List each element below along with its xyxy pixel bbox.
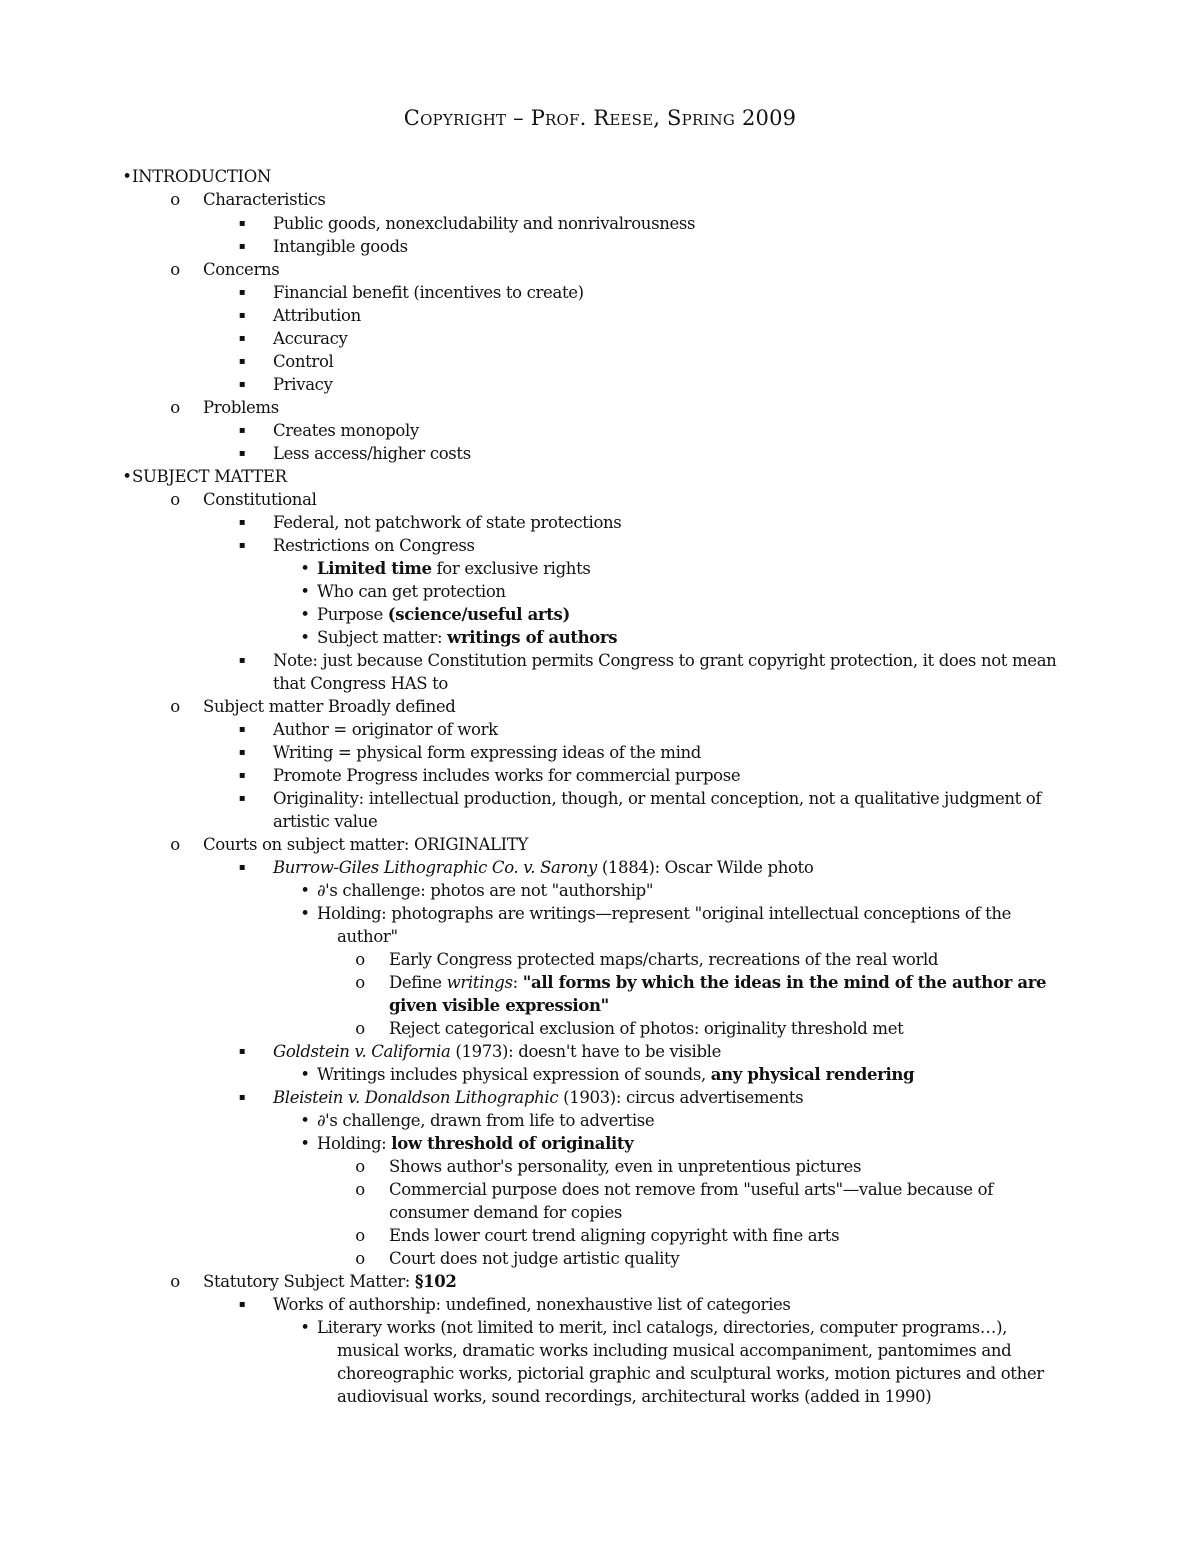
line-text: Reject categorical exclusion of photos: originality threshold met [389,1019,904,1038]
outline-item-level-4 [355,1247,680,1270]
bullet-marker: ▪ [238,425,246,436]
bullet-marker: ▪ [238,218,246,229]
line-text: (1884): Oscar Wilde photo [596,858,814,877]
bullet-marker: • [300,559,310,578]
outline-item-level-2 [238,1086,804,1109]
bullet-marker: ▪ [238,356,246,367]
bullet-marker: o [170,697,180,716]
bullet-marker: ▪ [238,540,246,551]
line-text: Commercial purpose does not remove from "useful arts"—value because of [389,1180,993,1199]
line-text: Writing = physical form expressing ideas of the mind [273,743,702,762]
line-text: Control [273,352,334,371]
outline-item-level-2 [238,741,702,764]
outline-item-level-2 [238,304,361,327]
bullet-marker: o [355,973,365,992]
line-text: Less access/higher costs [273,444,471,463]
bullet-marker: ▪ [238,724,246,735]
bullet-marker: o [170,1272,180,1291]
bullet-marker: o [355,1226,365,1245]
outline-item-level-2 [238,1040,722,1063]
outline-line-continuation [273,810,377,833]
line-text: Restrictions on Congress [273,536,475,555]
line-text: Courts on subject matter: ORIGINALITY [203,835,529,854]
outline-item-level-4 [355,1178,993,1201]
case-name-text: Bleistein v. Donaldson Lithographic [273,1088,559,1107]
outline-item-level-2 [238,649,1057,672]
bullet-marker: o [355,1019,365,1038]
line-text: Privacy [273,375,333,394]
bullet-marker: • [300,1134,310,1153]
line-text: Federal, not patchwork of state protections [273,513,622,532]
line-text: Holding: photographs are writings—represent "original intellectual conceptions of the [317,904,1012,923]
outline-item-level-3 [300,1316,1008,1339]
bullet-marker: o [170,260,180,279]
outline-item-level-4 [355,971,1047,994]
emphasis-text: writings of authors [447,628,618,647]
outline-item-level-2 [238,212,696,235]
line-text: Concerns [203,260,280,279]
bullet-marker: ▪ [238,655,246,666]
emphasis-text: Limited time [317,559,432,578]
outline-line-continuation [337,925,398,948]
outline-item-level-2 [238,764,741,787]
outline-item-level-3 [300,626,618,649]
outline-line-continuation [337,1339,1011,1362]
line-text: Accuracy [273,329,348,348]
line-text: Public goods, nonexcludability and nonrivalrousness [273,214,696,233]
line-text: INTRODUCTION [132,167,271,186]
line-text: Note: just because Constitution permits Congress to grant copyright protection, it does not mean [273,651,1057,670]
line-text: Originality: intellectual production, though, or mental conception, not a qualitative judgment of [273,789,1042,808]
emphasis-text: given visible expression" [389,996,609,1015]
bullet-marker: • [300,628,310,647]
outline-item-level-3 [300,879,654,902]
outline-item-level-3 [300,557,591,580]
bullet-marker: • [300,582,310,601]
emphasis-text: §102 [414,1272,457,1291]
line-text: Ends lower court trend aligning copyright with fine arts [389,1226,840,1245]
line-text: audiovisual works, sound recordings, architectural works (added in 1990) [337,1387,932,1406]
line-text: Literary works (not limited to merit, incl catalogs, directories, computer programs…), [317,1318,1008,1337]
bullet-marker: • [300,904,310,923]
bullet-marker: o [355,1180,365,1199]
case-name-text: writings [446,973,513,992]
outline-item-level-4 [355,1017,904,1040]
bullet-marker: o [355,1249,365,1268]
outline-item-level-2 [238,327,348,350]
line-text: Who can get protection [317,582,506,601]
case-name-text: Burrow-Giles Lithographic Co. v. Sarony [273,858,597,877]
bullet-marker: • [122,167,132,186]
outline-item-level-1 [170,1270,457,1293]
line-text: ∂'s challenge: photos are not "authorship" [317,881,654,900]
bullet-marker: ▪ [238,241,246,252]
outline-item-level-2 [238,235,408,258]
line-text: Define [389,973,447,992]
outline-item-level-3 [300,902,1012,925]
page-title: Copyright – Prof. Reese, Spring 2009 [403,106,797,130]
outline-item-level-2 [238,281,584,304]
bullet-marker: ▪ [238,310,246,321]
outline-item-level-1 [170,833,529,856]
outline-item-level-4 [355,1224,840,1247]
bullet-marker: ▪ [238,448,246,459]
line-text: musical works, dramatic works including musical accompaniment, pantomimes and [337,1341,1012,1360]
bullet-marker: o [170,190,180,209]
emphasis-text: any physical rendering [710,1065,915,1084]
outline-line-continuation [337,1385,931,1408]
bullet-marker: ▪ [238,1046,246,1057]
line-text: Writings includes physical expression of sounds, [317,1065,711,1084]
bullet-marker: ▪ [238,287,246,298]
bullet-marker: • [122,467,132,486]
outline-item-level-2 [238,856,814,879]
bullet-marker: ▪ [238,770,246,781]
bullet-marker: • [300,1318,310,1337]
outline-item-level-3 [300,1063,915,1086]
line-text: Subject matter Broadly defined [203,697,456,716]
line-text: that Congress HAS to [273,674,448,693]
bullet-marker: ▪ [238,1299,246,1310]
outline-item-level-1 [170,396,279,419]
bullet-marker: ▪ [238,793,246,804]
line-text: Characteristics [203,190,326,209]
outline-line-continuation [389,994,609,1017]
bullet-marker: o [355,950,365,969]
emphasis-text: "all forms by which the ideas in the mind of the author are [522,973,1047,992]
outline-item-level-2 [238,442,471,465]
bullet-marker: o [170,835,180,854]
line-text: consumer demand for copies [389,1203,623,1222]
line-text: choreographic works, pictorial graphic and sculptural works, motion pictures and other [337,1364,1044,1383]
bullet-marker: • [300,1065,310,1084]
outline-item-level-1 [170,188,326,211]
line-text: artistic value [273,812,378,831]
line-text: Problems [203,398,279,417]
emphasis-text: low threshold of originality [391,1134,634,1153]
bullet-marker: ▪ [238,1092,246,1103]
outline-item-level-2 [238,534,475,557]
line-text: Statutory Subject Matter: [203,1272,415,1291]
line-text: ∂'s challenge, drawn from life to advertise [317,1111,655,1130]
outline-item-level-2 [238,511,622,534]
line-text: Creates monopoly [273,421,419,440]
outline-line-continuation [337,1362,1044,1385]
line-text: Author = originator of work [273,720,498,739]
line-text: (1903): circus advertisements [558,1088,804,1107]
line-text: Constitutional [203,490,317,509]
outline-item-level-0 [122,465,287,488]
bullet-marker: ▪ [238,747,246,758]
bullet-marker: • [300,1111,310,1130]
bullet-marker: o [170,398,180,417]
outline-item-level-1 [170,258,280,281]
bullet-marker: • [300,881,310,900]
outline-item-level-2 [238,1293,791,1316]
bullet-marker: • [300,605,310,624]
outline-line-continuation [389,1201,622,1224]
outline-item-level-3 [300,603,570,626]
bullet-marker: ▪ [238,333,246,344]
line-text: Holding: [317,1134,392,1153]
outline-item-level-2 [238,787,1042,810]
bullet-marker: ▪ [238,379,246,390]
line-text: : [512,973,523,992]
line-text: Promote Progress includes works for commercial purpose [273,766,741,785]
line-text: Subject matter: [317,628,448,647]
line-text: SUBJECT MATTER [132,467,287,486]
line-text: Attribution [273,306,361,325]
line-text: Court does not judge artistic quality [389,1249,680,1268]
outline-item-level-2 [238,419,419,442]
line-text: for exclusive rights [431,559,591,578]
outline-line-continuation [273,672,448,695]
line-text: Intangible goods [273,237,408,256]
line-text: author" [337,927,398,946]
bullet-marker: ▪ [238,517,246,528]
outline-item-level-2 [238,718,498,741]
outline-item-level-2 [238,373,333,396]
outline-item-level-3 [300,580,506,603]
bullet-marker: o [355,1157,365,1176]
line-text: (1973): doesn't have to be visible [450,1042,722,1061]
outline-item-level-3 [300,1109,655,1132]
case-name-text: Goldstein v. California [273,1042,451,1061]
emphasis-text: (science/useful arts) [387,605,570,624]
outline-item-level-3 [300,1132,634,1155]
bullet-marker: ▪ [238,862,246,873]
outline-item-level-4 [355,948,939,971]
outline-item-level-2 [238,350,334,373]
line-text: Financial benefit (incentives to create) [273,283,584,302]
line-text: Purpose [317,605,388,624]
outline-item-level-1 [170,695,456,718]
line-text: Works of authorship: undefined, nonexhaustive list of categories [273,1295,791,1314]
line-text: Early Congress protected maps/charts, recreations of the real world [389,950,939,969]
outline-item-level-1 [170,488,317,511]
bullet-marker: o [170,490,180,509]
outline-item-level-0 [122,165,271,188]
line-text: Shows author's personality, even in unpretentious pictures [389,1157,862,1176]
outline-item-level-4 [355,1155,862,1178]
